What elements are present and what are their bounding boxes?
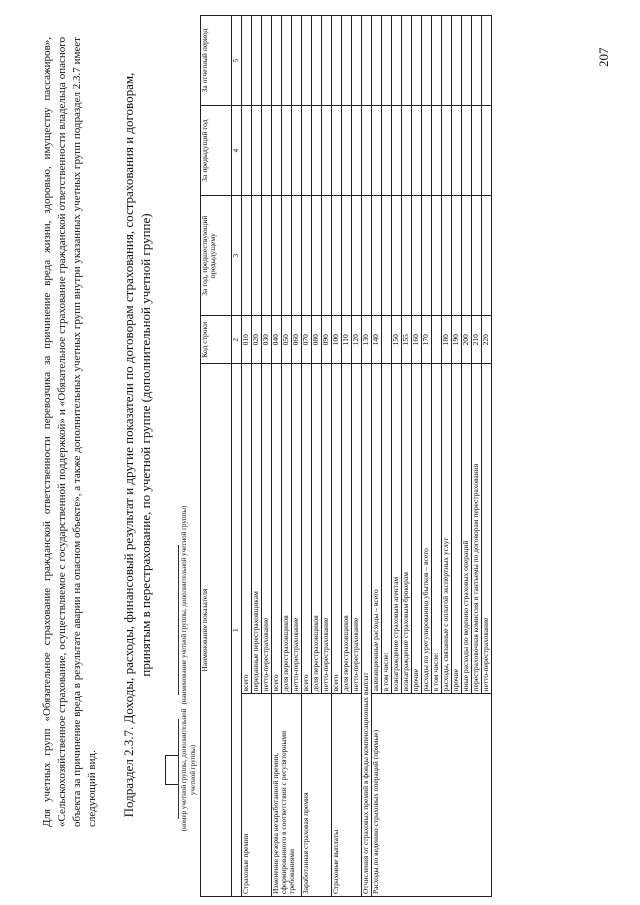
row-code: 100: [332, 316, 342, 364]
row-group-label: Изменение резерва незаработанной премии, сформированного в соответствии с регуляторными требованиями: [272, 694, 302, 897]
value-prev-prev-year: [352, 196, 362, 316]
value-period: [322, 16, 332, 106]
row-label: расходы по урегулированию убытков – всего: [422, 364, 432, 694]
value-prev-prev-year: [462, 196, 472, 316]
value-prev-prev-year: [292, 196, 302, 316]
value-prev-year: [242, 106, 252, 196]
row-code: 200: [462, 316, 472, 364]
value-prev-year: [292, 106, 302, 196]
value-prev-prev-year: [332, 196, 342, 316]
row-label: доля перестраховщиков: [312, 364, 322, 694]
row-label: прочие: [452, 364, 462, 694]
value-prev-year: [282, 106, 292, 196]
row-label: всего: [302, 364, 312, 694]
value-period: [392, 16, 402, 106]
value-period: [422, 16, 432, 106]
row-label: иные расходы по ведению страховых операций: [462, 364, 472, 694]
table-row: [242, 16, 252, 897]
row-code: 140: [372, 316, 382, 364]
row-group-label: Страховые выплаты: [332, 694, 362, 897]
value-period: [242, 16, 252, 106]
value-prev-prev-year: [402, 196, 412, 316]
value-prev-year: [312, 106, 322, 196]
table-row: [372, 16, 382, 897]
value-period: [372, 16, 382, 106]
value-period: [412, 16, 422, 106]
row-label: нетто-перестрахование: [352, 364, 362, 694]
row-code: 160: [412, 316, 422, 364]
subsection-heading: Подраздел 2.3.7. Доходы, расходы, финансовый результат и другие показатели по договорам страхования, сострахования и договорам, принятым в перестрахование, по учетной группе (дополнительной учетной группе): [121, 72, 153, 818]
row-code: 220: [482, 316, 492, 364]
value-prev-year: [432, 106, 442, 196]
value-prev-prev-year: [422, 196, 432, 316]
value-prev-prev-year: [242, 196, 252, 316]
row-label: вознаграждение страховым брокерам: [402, 364, 412, 694]
col-number: 1: [232, 364, 242, 897]
value-prev-prev-year: [382, 196, 392, 316]
row-code: 020: [252, 316, 262, 364]
row-label: нетто-перестрахование: [262, 364, 272, 694]
row-label: прочие: [412, 364, 422, 694]
value-prev-year: [412, 106, 422, 196]
value-period: [362, 16, 372, 106]
value-prev-prev-year: [442, 196, 452, 316]
value-prev-prev-year: [482, 196, 492, 316]
value-prev-prev-year: [342, 196, 352, 316]
value-prev-year: [342, 106, 352, 196]
value-period: [272, 16, 282, 106]
value-period: [352, 16, 362, 106]
value-prev-prev-year: [372, 196, 382, 316]
value-prev-prev-year: [282, 196, 292, 316]
table-row: [302, 16, 312, 897]
row-code: 180: [442, 316, 452, 364]
row-label: расходы, связанные с оплатой экспертных услуг: [442, 364, 452, 694]
value-period: [442, 16, 452, 106]
group-name-caption: (наименование учетной группы, дополнительной учетной группы): [180, 505, 188, 705]
value-period: [312, 16, 322, 106]
value-prev-year: [372, 106, 382, 196]
value-prev-year: [482, 106, 492, 196]
value-prev-prev-year: [432, 196, 442, 316]
row-code: [432, 316, 442, 364]
value-prev-prev-year: [262, 196, 272, 316]
value-period: [252, 16, 262, 106]
value-period: [482, 16, 492, 106]
value-prev-prev-year: [272, 196, 282, 316]
row-label: переданные перестраховщикам: [252, 364, 262, 694]
row-label: всего: [242, 364, 252, 694]
row-group-label: Заработанная страховая премия: [302, 694, 332, 897]
value-period: [262, 16, 272, 106]
value-period: [472, 16, 482, 106]
value-prev-year: [452, 106, 462, 196]
row-code: 150: [392, 316, 402, 364]
value-prev-prev-year: [252, 196, 262, 316]
group-name-line: [178, 545, 179, 695]
group-number-line: [178, 719, 179, 819]
row-label: доля перестраховщиков: [342, 364, 352, 694]
value-prev-year: [442, 106, 452, 196]
value-prev-year: [382, 106, 392, 196]
value-period: [342, 16, 352, 106]
value-prev-prev-year: [322, 196, 332, 316]
value-prev-prev-year: [302, 196, 312, 316]
group-number-box: [165, 755, 179, 785]
value-period: [382, 16, 392, 106]
value-prev-prev-year: [312, 196, 322, 316]
value-prev-year: [392, 106, 402, 196]
value-period: [292, 16, 302, 106]
value-prev-prev-year: [452, 196, 462, 316]
value-prev-prev-year: [472, 196, 482, 316]
col-number: 3: [232, 196, 242, 316]
value-prev-year: [302, 106, 312, 196]
value-prev-prev-year: [392, 196, 402, 316]
row-label: доля перестраховщиков: [282, 364, 292, 694]
intro-paragraph: Для учетных групп «Обязательное страхование гражданской ответственности перевозчика за причинение вреда жизни, здоровью, имуществу пассажиров», «Сельскохозяйственное страхование, осуществляемое с государственной поддержкой» и «Обязательное страхование гражданской ответственности владельца опасного объекта за причинение вреда в результате аварии на опасном объекте», а также дополнительных учетных групп внутри указанных учетных групп подраздел 2.3.7 имеет следующий вид.: [41, 37, 98, 827]
row-code: 170: [422, 316, 432, 364]
row-label: перестраховочная комиссия и тантьемы по договорам перестрахования: [472, 364, 482, 694]
row-code: 080: [312, 316, 322, 364]
indicators-table: [200, 15, 492, 897]
row-code: 040: [272, 316, 282, 364]
row-group-label: Отчисления от страховых премий в фонды компенсационных выплат: [362, 364, 372, 897]
table-row: [362, 16, 372, 897]
value-prev-year: [472, 106, 482, 196]
header-code: Код строки: [201, 316, 232, 364]
row-label: в том числе:: [432, 364, 442, 694]
value-period: [402, 16, 412, 106]
group-number-caption: (номер учетной группы, дополнительной учетной группы): [180, 708, 197, 832]
row-code: 070: [302, 316, 312, 364]
row-label: всего: [272, 364, 282, 694]
row-code: 030: [262, 316, 272, 364]
row-label: нетто-перестрахование: [322, 364, 332, 694]
row-code: 155: [402, 316, 412, 364]
col-number: 4: [232, 106, 242, 196]
row-group-label: Страховые премии: [242, 694, 272, 897]
value-prev-prev-year: [412, 196, 422, 316]
value-prev-year: [332, 106, 342, 196]
value-prev-year: [462, 106, 472, 196]
value-period: [282, 16, 292, 106]
row-label: нетто-перестрахование: [292, 364, 302, 694]
value-prev-prev-year: [362, 196, 372, 316]
row-label: вознаграждение страховым агентам: [392, 364, 402, 694]
row-code: 190: [452, 316, 462, 364]
row-code: 130: [362, 316, 372, 364]
value-prev-year: [362, 106, 372, 196]
value-prev-year: [422, 106, 432, 196]
table-row: [272, 16, 282, 897]
row-code: [382, 316, 392, 364]
row-code: 120: [352, 316, 362, 364]
col-number: 5: [232, 16, 242, 106]
value-prev-year: [322, 106, 332, 196]
row-code: 110: [342, 316, 352, 364]
header-prev-year: За предыдущий год: [201, 106, 232, 196]
row-code: 010: [242, 316, 252, 364]
col-number: 2: [232, 316, 242, 364]
row-code: 210: [472, 316, 482, 364]
row-group-label: Расходы по ведению страховых операций (прямые): [372, 694, 492, 897]
header-name: Наименование показателя: [201, 364, 232, 897]
value-period: [452, 16, 462, 106]
value-prev-year: [402, 106, 412, 196]
value-prev-year: [352, 106, 362, 196]
value-prev-year: [262, 106, 272, 196]
row-label: аквизиционные расходы – всего: [372, 364, 382, 694]
page-number: 207: [596, 47, 611, 67]
row-label: нетто-перестрахование: [482, 364, 492, 694]
row-code: 090: [322, 316, 332, 364]
table-row: [332, 16, 342, 897]
value-period: [302, 16, 312, 106]
value-prev-year: [272, 106, 282, 196]
row-code: 050: [282, 316, 292, 364]
value-period: [332, 16, 342, 106]
value-prev-year: [252, 106, 262, 196]
value-period: [432, 16, 442, 106]
row-code: 060: [292, 316, 302, 364]
header-prev-prev-year: За год, предшествующий предыдущему: [201, 196, 232, 316]
row-label: в том числе:: [382, 364, 392, 694]
value-period: [462, 16, 472, 106]
header-period: За отчетный период: [201, 16, 232, 106]
row-label: всего: [332, 364, 342, 694]
